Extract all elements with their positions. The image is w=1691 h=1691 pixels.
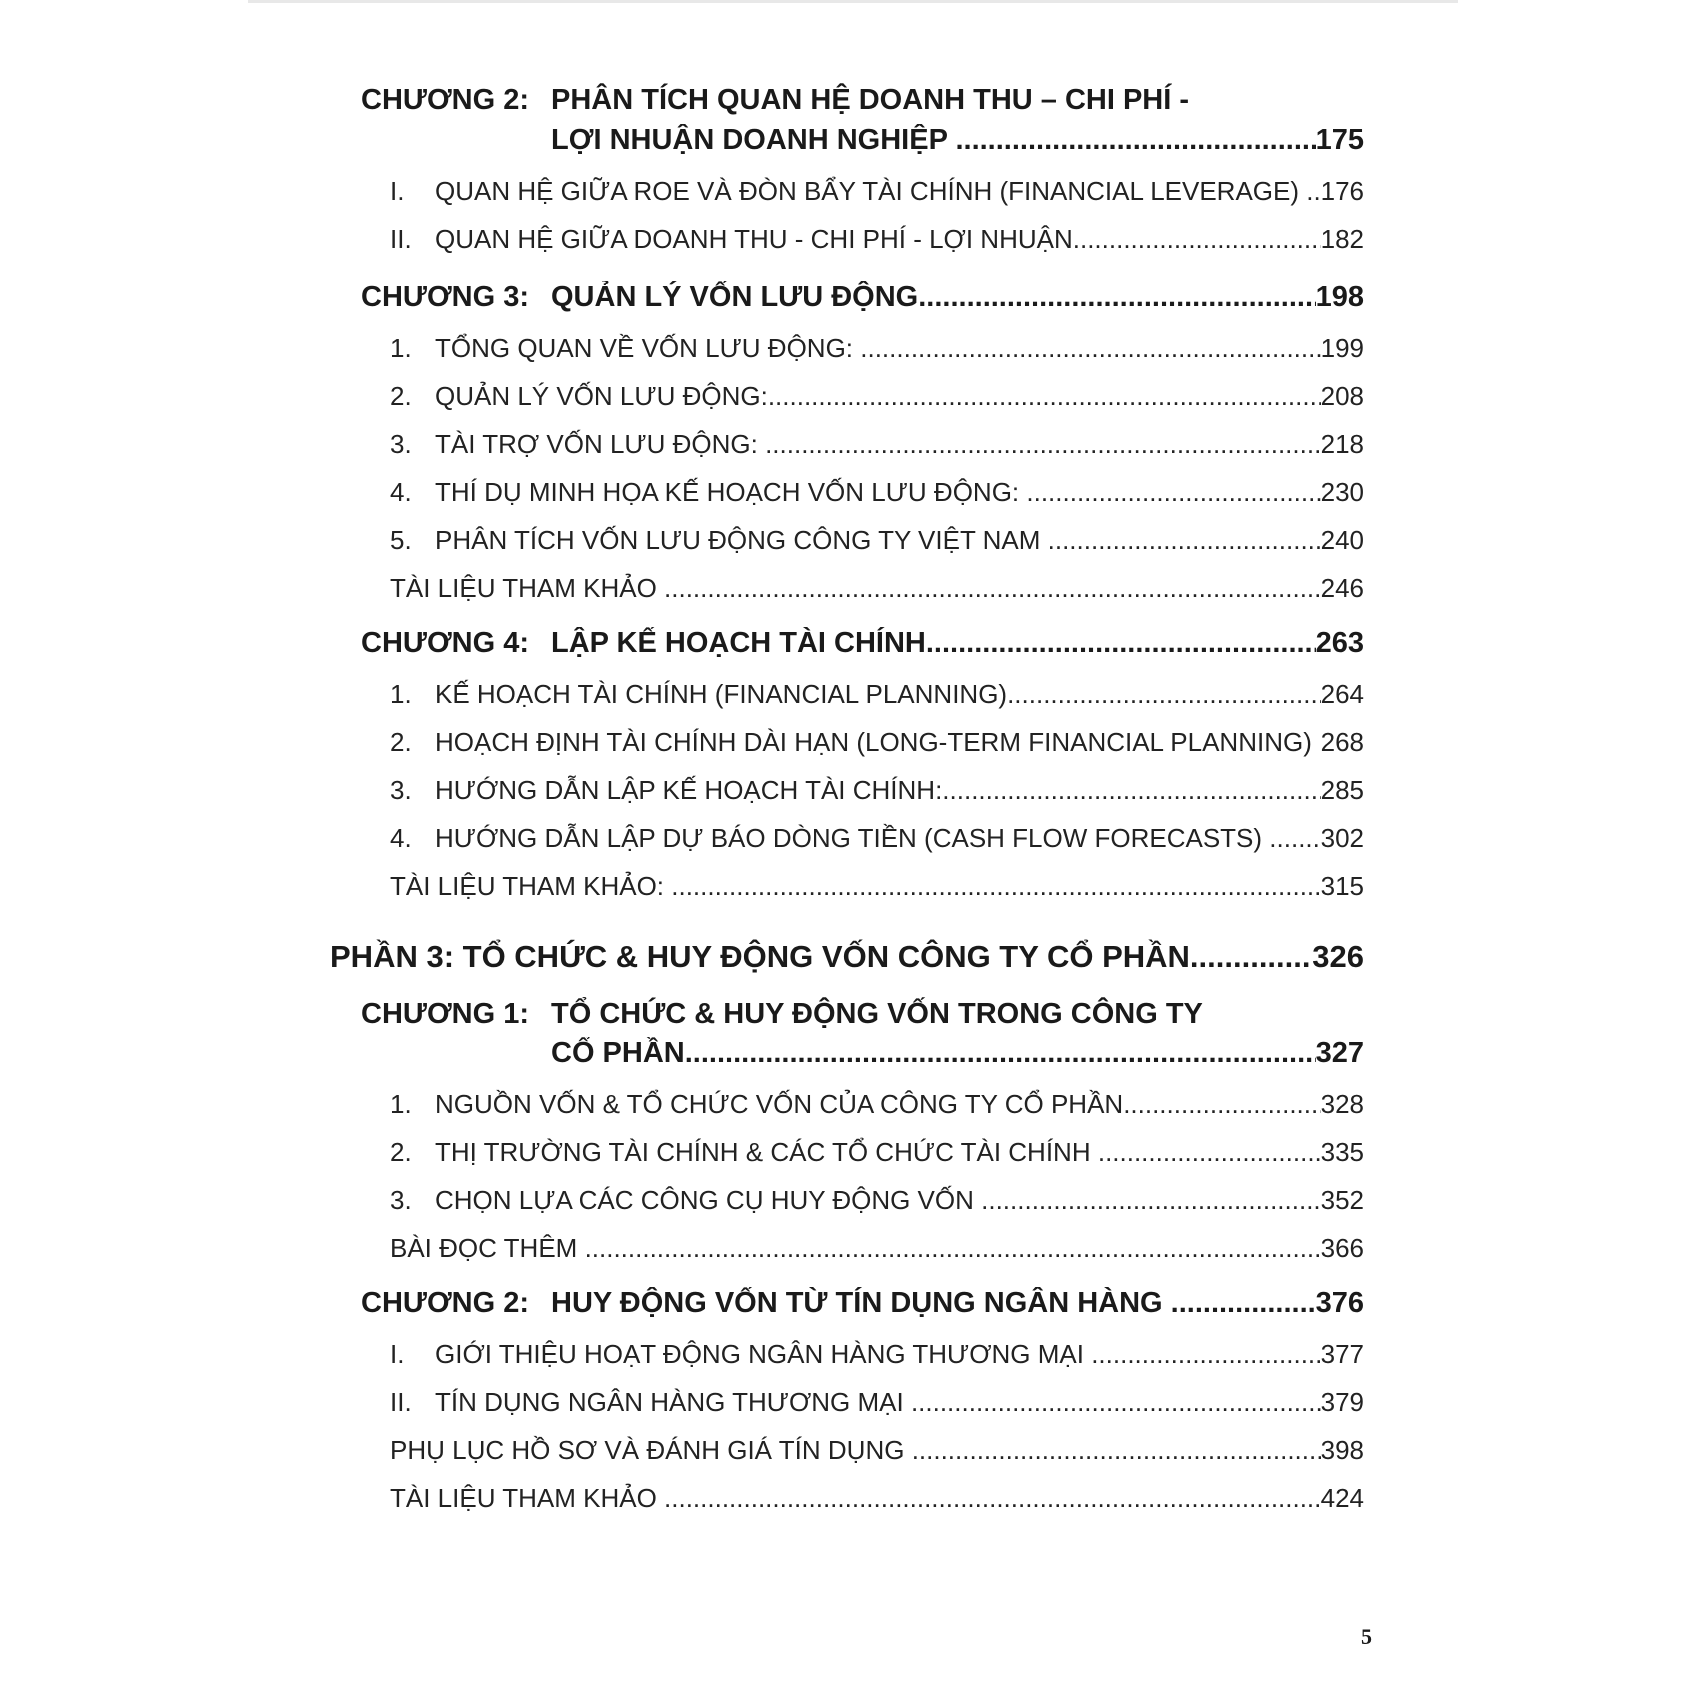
page-number: 5	[1361, 1624, 1372, 1649]
entry-number: 3.	[390, 1185, 412, 1215]
toc-entry[interactable]	[390, 176, 1364, 207]
page-ref: 176	[1320, 176, 1364, 206]
chapter-title-line2: CỔ PHẦN	[551, 1037, 685, 1069]
page-ref: 218	[1320, 429, 1364, 459]
entry-number: 4.	[390, 823, 412, 853]
entry-title: THỊ TRƯỜNG TÀI CHÍNH & CÁC TỔ CHỨC TÀI CHÍNH	[435, 1137, 1091, 1167]
entry-title: QUAN HỆ GIỮA DOANH THU - CHI PHÍ - LỢI NHUẬN	[435, 224, 1073, 254]
chapter-3-heading[interactable]	[361, 281, 1364, 314]
toc-entry[interactable]	[390, 429, 1364, 460]
entry-number: 1.	[390, 679, 412, 709]
page-ref: 377	[1320, 1339, 1364, 1369]
toc-entry[interactable]	[390, 679, 1364, 710]
entry-title: HƯỚNG DẪN LẬP DỰ BÁO DÒNG TIỀN (CASH FLOW FORECASTS)	[435, 823, 1263, 853]
toc-entry-references[interactable]	[390, 871, 1364, 902]
chapter-label: CHƯƠNG 2:	[361, 1287, 530, 1319]
part3-chapter-1-heading-line2[interactable]	[551, 1037, 1364, 1070]
entry-number: 5.	[390, 525, 412, 555]
chapter-title-line1: PHÂN TÍCH QUAN HỆ DOANH THU – CHI PHÍ -	[551, 84, 1190, 116]
entry-title: KẾ HOẠCH TÀI CHÍNH (FINANCIAL PLANNING)	[435, 679, 1008, 709]
page-ref: 398	[1320, 1435, 1364, 1465]
page-ref: 366	[1320, 1233, 1364, 1263]
entry-title: PHÂN TÍCH VỐN LƯU ĐỘNG CÔNG TY VIỆT NAM	[435, 525, 1041, 555]
page-ref: 424	[1320, 1483, 1364, 1513]
toc-entry[interactable]	[390, 477, 1364, 508]
page-ref: 315	[1320, 871, 1364, 901]
toc-entry[interactable]	[390, 823, 1364, 854]
chapter-label: CHƯƠNG 2:	[361, 84, 530, 116]
toc-entry-references[interactable]	[390, 573, 1364, 604]
entry-number: II.	[390, 1387, 412, 1417]
entry-title: BÀI ĐỌC THÊM	[390, 1233, 578, 1263]
toc-entry[interactable]	[390, 775, 1364, 806]
toc-entry[interactable]	[390, 1387, 1364, 1418]
entry-number: I.	[390, 1339, 405, 1369]
page-ref: 326	[1312, 939, 1364, 974]
toc-entry[interactable]	[390, 525, 1364, 556]
entry-title: TÀI LIỆU THAM KHẢO:	[390, 871, 665, 901]
page-ref: 199	[1320, 333, 1364, 363]
chapter-title: HUY ĐỘNG VỐN TỪ TÍN DỤNG NGÂN HÀNG	[551, 1287, 1163, 1319]
entry-number: 2.	[390, 727, 412, 757]
chapter-label: CHƯƠNG 3:	[361, 281, 530, 313]
page-ref: 335	[1320, 1137, 1364, 1167]
toc-entry[interactable]	[390, 333, 1364, 364]
page-ref: 352	[1320, 1185, 1364, 1215]
page-ref: 285	[1320, 775, 1364, 805]
chapter-title-line2: LỢI NHUẬN DOANH NGHIỆP	[551, 124, 948, 156]
toc-entry-references[interactable]	[390, 1483, 1364, 1514]
entry-title: TỔNG QUAN VỀ VỐN LƯU ĐỘNG:	[435, 333, 854, 363]
toc-entry[interactable]	[390, 727, 1364, 758]
entry-number: 3.	[390, 775, 412, 805]
page-ref: 327	[1315, 1037, 1364, 1069]
entry-title: TÀI TRỢ VỐN LƯU ĐỘNG:	[435, 429, 758, 459]
part3-chapter-2-heading[interactable]	[361, 1287, 1364, 1320]
entry-number: 4.	[390, 477, 412, 507]
entry-title: NGUỒN VỐN & TỔ CHỨC VỐN CỦA CÔNG TY CỔ PHẦN	[435, 1089, 1124, 1119]
toc-entry-further-reading[interactable]	[390, 1233, 1364, 1264]
page-ref: 328	[1320, 1089, 1364, 1119]
page-ref: 240	[1320, 525, 1364, 555]
entry-title: QUAN HỆ GIỮA ROE VÀ ĐÒN BẨY TÀI CHÍNH (FINANCIAL LEVERAGE)	[435, 176, 1300, 206]
toc-entry[interactable]	[390, 1185, 1364, 1216]
entry-title: QUẢN LÝ VỐN LƯU ĐỘNG:	[435, 381, 768, 411]
page-ref: 208	[1320, 381, 1364, 411]
toc-entry[interactable]	[390, 1339, 1364, 1370]
page-ref: 379	[1320, 1387, 1364, 1417]
entry-title: TÀI LIỆU THAM KHẢO	[390, 573, 657, 603]
page-ref: 198	[1315, 281, 1364, 313]
page-ref: 230	[1320, 477, 1364, 507]
page-ref: 182	[1320, 224, 1364, 254]
page-ref: 175	[1315, 124, 1364, 156]
entry-number: 3.	[390, 429, 412, 459]
page-ref: 268	[1320, 727, 1364, 757]
part-3-heading[interactable]	[330, 939, 1364, 975]
entry-title: THÍ DỤ MINH HỌA KẾ HOẠCH VỐN LƯU ĐỘNG:	[435, 477, 1020, 507]
entry-number: 2.	[390, 381, 412, 411]
toc-entry[interactable]	[390, 1089, 1364, 1120]
chapter-4-heading[interactable]	[361, 627, 1364, 660]
chapter-label: CHƯƠNG 4:	[361, 627, 530, 659]
page-ref: 264	[1320, 679, 1364, 709]
part3-chapter-1-heading[interactable]	[361, 998, 1203, 1031]
page-ref: 263	[1315, 627, 1364, 659]
toc-entry[interactable]	[390, 1137, 1364, 1168]
toc-entry-appendix[interactable]	[390, 1435, 1364, 1466]
toc-entry[interactable]	[390, 381, 1364, 412]
chapter-2-heading-line2[interactable]	[551, 124, 1364, 157]
entry-number: 1.	[390, 1089, 412, 1119]
page-ref: 302	[1320, 823, 1364, 853]
entry-number: I.	[390, 176, 405, 206]
toc-entry[interactable]	[390, 224, 1364, 255]
entry-number: 2.	[390, 1137, 412, 1167]
entry-title: CHỌN LỰA CÁC CÔNG CỤ HUY ĐỘNG VỐN	[435, 1185, 974, 1215]
chapter-title: LẬP KẾ HOẠCH TÀI CHÍNH	[551, 627, 926, 659]
chapter-label: CHƯƠNG 1:	[361, 998, 530, 1030]
entry-title: TÀI LIỆU THAM KHẢO	[390, 1483, 657, 1513]
chapter-2-heading[interactable]	[361, 84, 1189, 117]
part-title: PHẦN 3: TỔ CHỨC & HUY ĐỘNG VỐN CÔNG TY CỔ PHẦN	[330, 939, 1190, 974]
entry-title: TÍN DỤNG NGÂN HÀNG THƯƠNG MẠI	[435, 1387, 904, 1417]
chapter-title: QUẢN LÝ VỐN LƯU ĐỘNG	[551, 281, 919, 313]
entry-title: GIỚI THIỆU HOẠT ĐỘNG NGÂN HÀNG THƯƠNG MẠI	[435, 1339, 1084, 1369]
entry-title: HOẠCH ĐỊNH TÀI CHÍNH DÀI HẠN (LONG-TERM FINANCIAL PLANNING)	[435, 727, 1312, 757]
page-ref: 246	[1320, 573, 1364, 603]
entry-number: 1.	[390, 333, 412, 363]
page-ref: 376	[1315, 1287, 1364, 1319]
entry-number: II.	[390, 224, 412, 254]
entry-title: PHỤ LỤC HỒ SƠ VÀ ĐÁNH GIÁ TÍN DỤNG	[390, 1435, 905, 1465]
entry-title: HƯỚNG DẪN LẬP KẾ HOẠCH TÀI CHÍNH:	[435, 775, 943, 805]
chapter-title-line1: TỔ CHỨC & HUY ĐỘNG VỐN TRONG CÔNG TY	[551, 998, 1203, 1030]
